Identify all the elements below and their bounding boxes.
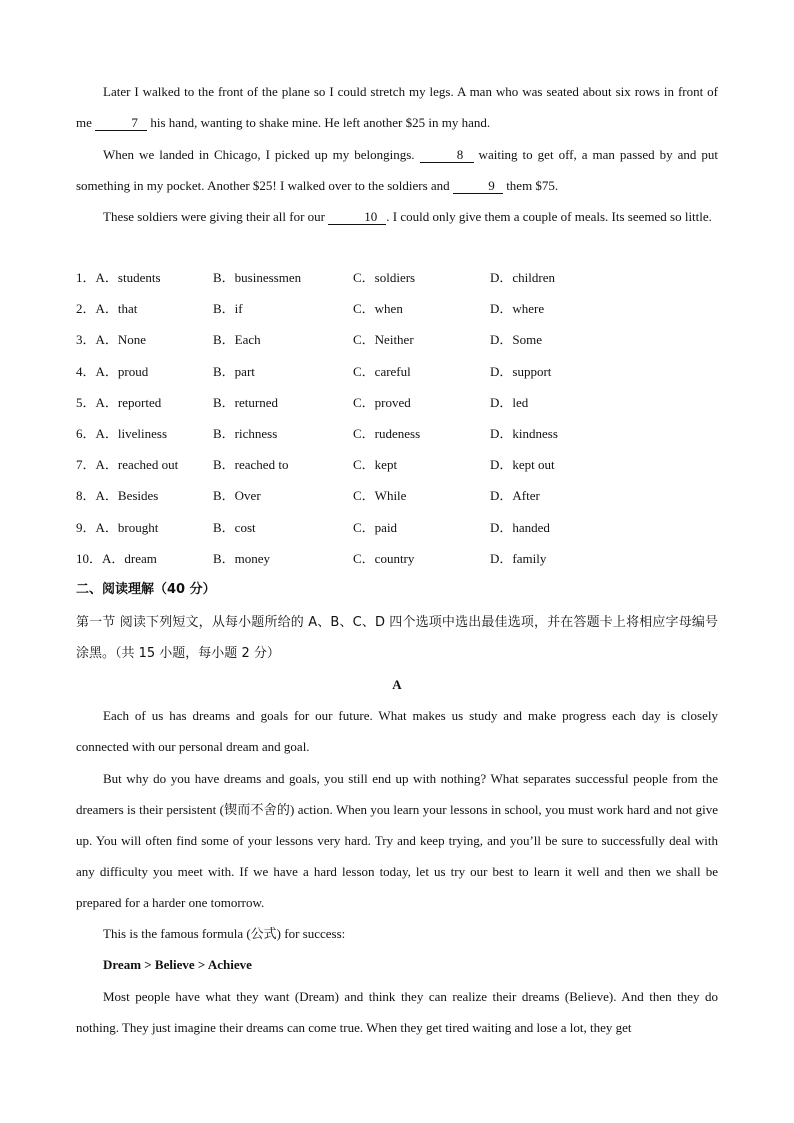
question-row [76,268,726,288]
option-d: D．where [490,301,545,317]
question-number-and-option-a [76,268,161,288]
section-heading: 二、阅读理解（40 分） [76,582,216,597]
question-number-and-option-a [76,424,167,444]
option-d: D．After [490,488,540,504]
reading-paragraph-3: This is the famous formula (公式) for success: [103,926,346,941]
blank-10: 10 [328,210,386,225]
option-d: D．kindness [490,426,558,441]
option-a: A．brought [95,519,159,535]
question-row [76,424,726,444]
option-c: C．kept [353,457,398,473]
question-row [76,486,726,506]
option-c: C．proved [353,394,411,410]
question-row [76,299,726,319]
question-row [76,362,726,382]
option-b: B．Each [213,332,261,348]
reading-paragraph-1: Each of us has dreams and goals for our future. What makes us study and make progress each day is closely connected with our personal dream and goal. [76,708,718,754]
option-b: B．Over [213,488,261,504]
option-d: D．led [490,394,529,410]
question-number: 8． [76,488,96,504]
option-a: A．liveliness [95,426,168,441]
blank-7: 7 [95,116,147,131]
option-b: B．money [213,550,271,566]
option-d: D．children [490,270,555,285]
question-number: 4． [76,363,96,379]
question-number: 1． [76,270,96,285]
text-run: When we landed in Chicago, I picked up my belongings. [103,147,420,162]
option-b: B．reached to [213,457,289,473]
option-a: A．dream [102,550,157,566]
option-c: C．Neither [353,332,414,348]
option-d: D．Some [490,332,543,348]
option-c: C．paid [353,519,398,535]
text-run: waiting to get off, a man passed by and put something in my pocket. Another $25! I walked over to the soldiers and [76,147,719,193]
option-a: A．reported [95,394,162,410]
option-a: A．that [95,301,138,317]
question-row [76,330,726,350]
option-a: A．reached out [95,457,179,473]
question-row [76,518,726,538]
question-number-and-option-a [76,393,161,413]
option-b: B．cost [213,519,256,535]
question-number: 10． [76,550,103,566]
question-number-and-option-a [76,549,157,569]
question-number: 5． [76,394,96,410]
option-b: B．returned [213,394,278,410]
blank-9: 9 [453,179,503,194]
option-c: C．While [353,488,407,504]
option-b: B．businessmen [213,270,302,285]
option-d: D．family [490,550,547,566]
question-number-and-option-a [76,299,137,319]
question-number-and-option-a [76,362,148,382]
option-d: D．kept out [490,457,555,473]
option-a: A．Besides [95,488,159,504]
option-c: C．country [353,550,415,566]
question-row [76,455,726,475]
question-number: 9． [76,519,96,535]
passage-paragraph-2 [76,139,718,201]
text-run: These soldiers were giving their all for our [103,209,329,224]
option-c: C．careful [353,363,411,379]
section-instruction: 第一节 阅读下列短文，从每小题所给的 A、B、C、D 四个选项中选出最佳选项，并在答题卡上将相应字母编号涂黑。（共 15 小题，每小题 2 分） [76,615,718,661]
question-number-and-option-a [76,486,158,506]
text-run: his hand, wanting to shake mine. He left another $25 in my hand. [147,115,491,130]
option-c: C．rudeness [353,426,421,441]
text-run: them $75. [502,178,559,193]
text-run: Later I walked to the front of the plane so I could stretch my legs. A man who was seated about six rows in front of me [76,84,718,130]
option-c: C．soldiers [353,270,416,285]
passage-letter: A [392,677,402,692]
passage-paragraph-1 [76,76,718,138]
reading-paragraph-2: But why do you have dreams and goals, you still end up with nothing? What separates successful people from the dreamers is their persistent (锲而不舍的) action. When you learn your lessons in school, you must work hard and not give up. You will often find some of your lessons very hard. Try and keep trying, and you’ll be sure to successfully deal with any difficulty you meet with. If we have a hard lesson today, let us try our best to learn it well and then we shall be prepared for a harder one tomorrow. [76,771,718,910]
option-a: A．students [95,270,161,285]
reading-paragraph-4: Most people have what they want (Dream) and think they can realize their dreams (Believe). And then they do nothing. They just imagine their dreams can come true. When they get tired waiting and lose a lot, they get [76,989,718,1035]
question-row [76,549,726,569]
question-row [76,393,726,413]
passage-paragraph-3 [76,201,718,232]
question-number-and-option-a [76,330,146,350]
option-d: D．handed [490,519,550,535]
option-b: B．richness [213,426,278,441]
question-number: 7． [76,457,96,473]
text-run: . I could only give them a couple of meals. Its seemed so little. [386,209,712,224]
question-number: 2． [76,301,96,317]
option-b: B．if [213,301,243,317]
blank-8: 8 [420,148,474,163]
formula-line: Dream > Believe > Achieve [103,957,252,972]
option-a: A．None [95,332,147,348]
option-d: D．support [490,363,552,379]
option-c: C．when [353,301,403,317]
question-number-and-option-a [76,518,158,538]
question-number: 6． [76,426,96,441]
option-b: B．part [213,363,255,379]
question-number: 3． [76,332,96,348]
option-a: A．proud [95,363,149,379]
question-number-and-option-a [76,455,178,475]
